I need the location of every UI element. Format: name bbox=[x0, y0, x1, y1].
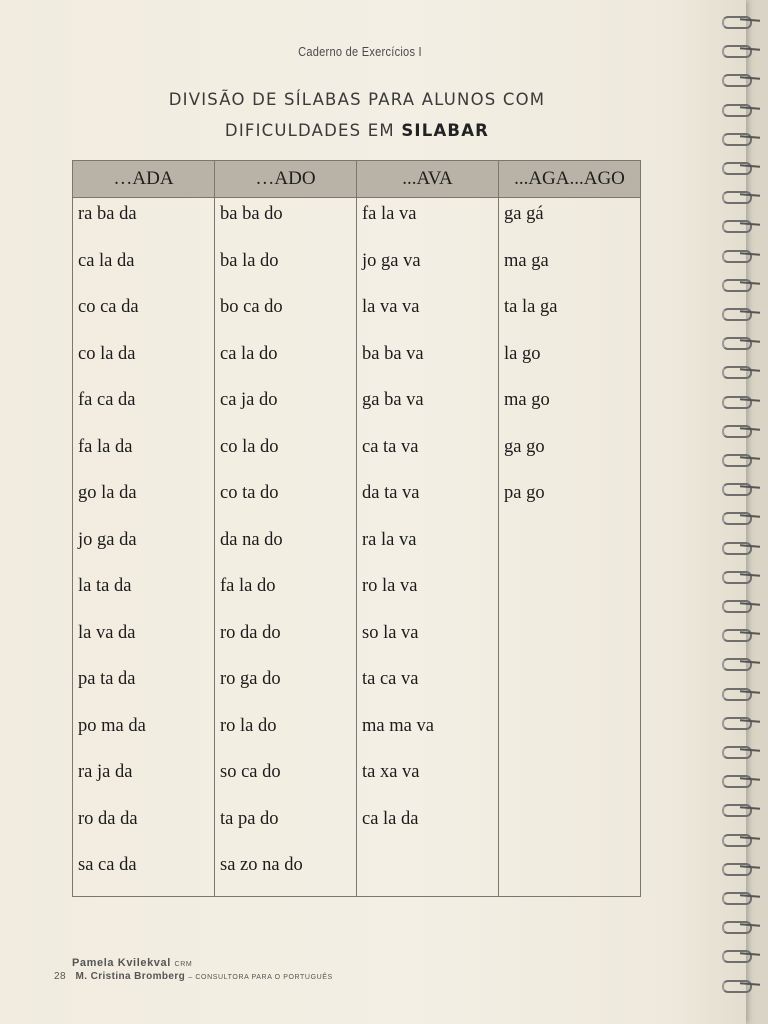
spiral-ring bbox=[718, 948, 762, 962]
syllable-item: la ta da bbox=[78, 576, 132, 596]
syllable-item: da ta va bbox=[362, 483, 420, 503]
syllable-item: ra ja da bbox=[78, 762, 133, 782]
spiral-ring bbox=[718, 978, 762, 992]
spiral-ring bbox=[718, 832, 762, 846]
syllable-item: ba la do bbox=[220, 250, 279, 271]
syllable-item: pa ta da bbox=[78, 669, 136, 689]
spiral-ring bbox=[718, 481, 762, 495]
spiral-ring bbox=[718, 861, 762, 875]
syllable-item: co ta do bbox=[220, 483, 279, 503]
syllable-item: fa ca da bbox=[78, 390, 136, 410]
spiral-ring bbox=[718, 540, 762, 554]
syllable-item: la go bbox=[504, 343, 541, 364]
syllable-item: ca la da bbox=[78, 250, 135, 271]
syllable-item: ta xa va bbox=[362, 762, 420, 782]
page-number: 28 bbox=[54, 971, 66, 982]
spiral-ring bbox=[718, 306, 762, 320]
syllable-item: ca ja do bbox=[220, 390, 278, 410]
spiral-ring bbox=[718, 686, 762, 700]
spiral-ring bbox=[718, 919, 762, 933]
spiral-ring bbox=[718, 102, 762, 116]
spiral-ring bbox=[718, 218, 762, 232]
syllable-item: ro ga do bbox=[220, 669, 281, 689]
column-ado bbox=[215, 198, 357, 897]
syllable-item: ra ba da bbox=[78, 204, 137, 224]
syllable-item: la va da bbox=[78, 622, 136, 643]
table-body-row bbox=[73, 198, 641, 897]
syllable-item: ro la do bbox=[220, 715, 277, 736]
spiral-ring bbox=[718, 131, 762, 145]
spiral-ring bbox=[718, 277, 762, 291]
footer-author-2-role: – CONSULTORA PARA O PORTUGUÊS bbox=[188, 974, 333, 981]
footer-author-1-name: Pamela Kvilekval bbox=[72, 957, 171, 969]
syllable-item: ga ba va bbox=[362, 390, 424, 410]
title-line-2 bbox=[0, 115, 714, 146]
syllable-item: ma go bbox=[504, 390, 550, 410]
page-footer bbox=[54, 957, 333, 982]
footer-author-1 bbox=[54, 957, 333, 969]
spiral-ring bbox=[718, 72, 762, 86]
column-header-aga-ago: ...AGA...AGO bbox=[499, 161, 641, 198]
title-line-1: DIVISÃO DE SÍLABAS PARA ALUNOS COM bbox=[168, 90, 546, 109]
syllable-item: ma ga bbox=[504, 250, 549, 271]
syllable-item: sa zo na do bbox=[220, 855, 303, 875]
syllable-item: so la va bbox=[362, 622, 419, 643]
spiral-binding bbox=[718, 14, 768, 1014]
footer-author-1-suffix: CRM bbox=[174, 961, 193, 968]
spiral-ring bbox=[718, 14, 762, 28]
syllable-item: jo ga da bbox=[78, 529, 137, 550]
syllable-item: ma ma va bbox=[362, 715, 434, 736]
column-header-ada: …ADA bbox=[73, 161, 215, 198]
syllable-item: ta ca va bbox=[362, 669, 419, 689]
spiral-ring bbox=[718, 160, 762, 174]
syllable-item: ta la ga bbox=[504, 297, 558, 317]
syllable-item: co ca da bbox=[78, 297, 139, 317]
syllable-item: bo ca do bbox=[220, 297, 283, 317]
spiral-ring bbox=[718, 510, 762, 524]
syllable-item: pa go bbox=[504, 483, 545, 503]
syllable-item: co la da bbox=[78, 343, 136, 364]
syllable-table bbox=[72, 160, 641, 897]
spiral-ring bbox=[718, 890, 762, 904]
syllable-item: ro da da bbox=[78, 808, 138, 829]
syllable-item: go la da bbox=[78, 483, 137, 503]
syllable-item: ca ta va bbox=[362, 436, 419, 457]
column-header-ava: ...AVA bbox=[357, 161, 499, 198]
table-header-row bbox=[73, 161, 641, 198]
page-header: Caderno de Exercícios I bbox=[298, 44, 422, 59]
syllable-item: ba ba do bbox=[220, 204, 283, 224]
spiral-ring bbox=[718, 569, 762, 583]
syllable-item: sa ca da bbox=[78, 855, 137, 875]
spiral-ring bbox=[718, 364, 762, 378]
spiral-ring bbox=[718, 744, 762, 758]
spiral-ring bbox=[718, 452, 762, 466]
column-ada bbox=[73, 198, 215, 897]
syllable-item: so ca do bbox=[220, 762, 281, 782]
column-header-ado: …ADO bbox=[215, 161, 357, 198]
syllable-item: fa la do bbox=[220, 576, 276, 596]
syllable-item: ba ba va bbox=[362, 343, 424, 364]
syllable-item: ra la va bbox=[362, 529, 417, 550]
spiral-ring bbox=[718, 656, 762, 670]
syllable-item: ga go bbox=[504, 436, 545, 457]
spiral-ring bbox=[718, 423, 762, 437]
syllable-item: ro la va bbox=[362, 576, 418, 596]
spiral-ring bbox=[718, 189, 762, 203]
footer-author-2-name: M. Cristina Bromberg bbox=[75, 971, 186, 982]
page-title bbox=[0, 84, 714, 146]
syllable-item: la va va bbox=[362, 297, 420, 317]
spiral-ring bbox=[718, 802, 762, 816]
spiral-ring bbox=[718, 335, 762, 349]
title-line-2-text: DIFICULDADES EM bbox=[224, 121, 402, 140]
spiral-ring bbox=[718, 715, 762, 729]
syllable-item: po ma da bbox=[78, 715, 146, 736]
spiral-ring bbox=[718, 248, 762, 262]
syllable-item: fa la da bbox=[78, 436, 133, 457]
syllable-item: ca la do bbox=[220, 343, 278, 364]
syllable-item: fa la va bbox=[362, 204, 417, 224]
syllable-item: ro da do bbox=[220, 622, 281, 643]
column-aga-ago bbox=[499, 198, 641, 897]
spiral-ring bbox=[718, 773, 762, 787]
spiral-ring bbox=[718, 394, 762, 408]
syllable-item: da na do bbox=[220, 529, 283, 550]
spiral-ring bbox=[718, 627, 762, 641]
syllable-item: jo ga va bbox=[362, 250, 421, 271]
syllable-item: ta pa do bbox=[220, 808, 279, 829]
spiral-ring bbox=[718, 43, 762, 57]
column-ava bbox=[357, 198, 499, 897]
footer-author-2 bbox=[54, 971, 333, 982]
spiral-ring bbox=[718, 598, 762, 612]
syllable-item: ca la da bbox=[362, 808, 419, 829]
syllable-item: co la do bbox=[220, 436, 279, 457]
title-line-2-bold: SILABAR bbox=[401, 121, 490, 140]
syllable-item: ga gá bbox=[504, 204, 544, 224]
